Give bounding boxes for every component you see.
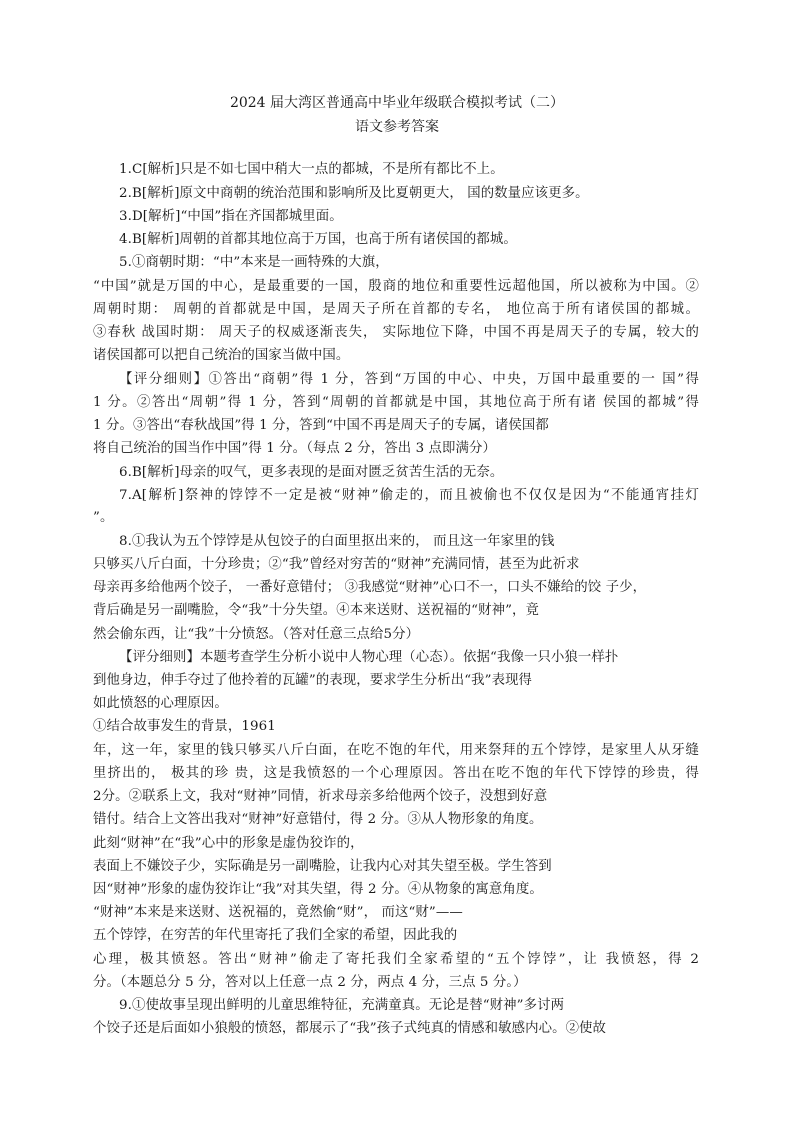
answer-line: 4.B[解析]周朝的首都其地位高于万国，也高于所有诸侯国的都城。 (119, 232, 517, 247)
answer-line: 母亲再多给他两个饺子， 一番好意错付； ③我感觉“财神”心口不一，口头不嫌给的饺 子少， (93, 580, 647, 595)
scoring-rule-line: 表面上不嫌饺子少，实际确是另一副嘴脸，让我内心对其失望至极。学生答到 (93, 859, 552, 874)
page-subtitle: 语文参考答案 (355, 119, 439, 135)
scoring-rule-line: 1 分。③答出“春秋战国”得 1 分，答到“中国不再是周天子的专属，诸侯国都 (93, 418, 549, 433)
scoring-rule-line: 心理，极其愤怒。答出“财神”偷走了寄托我们全家希望的“五个饽饽”，让 我愤怒，得 2 (93, 952, 699, 967)
answer-line: 5.①商朝时期：“中”本来是一画特殊的大旗， (119, 255, 389, 270)
answer-line: 1.C[解析]只是不如七国中稍大一点的都城，不是所有都比不上。 (119, 162, 504, 177)
scoring-rule-line: 将自己统治的国当作中国”得 1 分。（每点 2 分，答出 3 点即满分） (93, 441, 496, 456)
scoring-rule-line: 年，这一年，家里的钱只够买八斤白面，在吃不饱的年代，用来祭拜的五个饽饽，是家里人从牙缝 (93, 743, 699, 758)
answer-line: ”。 (93, 510, 114, 525)
page-title: 2024 届大湾区普通高中毕业年级联合模拟考试（二） (229, 95, 565, 111)
scoring-rule-line: 【评分细则】本题考查学生分析小说中人物心理（心态）。依据“我像一只小狼一样扑 (119, 650, 619, 665)
answer-line: ③春秋 战国时期： 周天子的权威逐渐丧失， 实际地位下降，中国不再是周天子的专属，较大的 (93, 325, 699, 340)
scoring-rule-line: 1 分。②答出“周朝”得 1 分，答到“周朝的首都就是中国，其地位高于所有诸 侯国的都城”得 (93, 395, 699, 410)
scoring-rule-line: 2分。②联系上文，我对“财神”同情，祈求母亲多给他两个饺子，没想到好意 (93, 789, 548, 804)
scoring-rule-line: 【评分细则】①答出“商朝”得 1 分，答到“万国的中心、中央，万国中最重要的一 国”得 (119, 372, 700, 387)
answer-line: 8.①我认为五个饽饽是从包饺子的白面里抠出来的， 而且这一年家里的钱 (119, 534, 555, 549)
scoring-rule-line: 到他身边，伸手夺过了他拎着的瓦罐”的表现，要求学生分析出“我”表现得 (93, 673, 533, 688)
answer-line: 诸侯国都可以把自己统治的国家当做中国。 (93, 348, 350, 363)
scoring-rule-line: 五个饽饽，在穷苦的年代里寄托了我们全家的希望，因此我的 (93, 928, 458, 943)
scoring-rule-line: 分。（本题总分 5 分，答对以上任意一点 2 分，两点 4 分，三点 5 分。） (93, 975, 527, 990)
answer-line: 个饺子还是后面如小狼般的愤怒，都展示了“我”孩子式纯真的情感和敏感内心。②使故 (93, 1021, 607, 1036)
scoring-rule-line: “财神”本来是来送财、送祝福的，竟然偷“财”， 而这“财”—— (93, 905, 463, 920)
answer-line: 只够买八斤白面，十分珍贵；②“我”曾经对穷苦的“财神”充满同情，甚至为此祈求 (93, 557, 580, 572)
scoring-rule-line: ①结合故事发生的背景，1961 (93, 719, 276, 734)
answer-line: 周朝时期： 周朝的首都就是中国，是周天子所在首都的专名， 地位高于所有诸侯国的都城。 (93, 302, 699, 317)
answer-line: 3.D[解析]“中国”指在齐国都城里面。 (119, 209, 343, 224)
answer-line: 9.①使故事呈现出鲜明的儿童思维特征，充满童真。无论是替“财神”多讨两 (119, 998, 565, 1013)
answer-line: “中国”就是万国的中心，是最重要的一国，殷商的地位和重要性远超他国，所以被称为中国。② (93, 279, 699, 294)
answer-line: 6.B[解析]母亲的叹气，更多表现的是面对匮乏贫苦生活的无奈。 (119, 465, 504, 480)
scoring-rule-line: 里挤出的， 极其的珍 贵，这是我愤怒的一个心理原因。答出在吃不饱的年代下饽饽的珍贵，得 (93, 766, 699, 781)
answer-line: 2.B[解析]原文中商朝的统治范围和影响所及比夏朝更大， 国的数量应该更多。 (119, 186, 589, 201)
answer-line: 背后确是另一副嘴脸，令“我”十分失望。④本来送财、送祝福的“财神”，竟 (93, 603, 539, 618)
scoring-rule-line: 此刻“财神”在“我”心中的形象是虚伪狡诈的， (93, 836, 364, 851)
scoring-rule-line: 因“财神”形象的虚伪狡诈让“我”对其失望，得 2 分。④从物象的寓意角度。 (93, 882, 543, 897)
answer-line: 然会偷东西，让“我”十分愤怒。（答对任意三点给5分） (93, 627, 420, 642)
scoring-rule-line: 错付。结合上文答出我对“财神”好意错付，得 2 分。③从人物形象的角度。 (93, 812, 543, 827)
answer-line: 7.A[解析]祭神的饽饽不一定是被“财神”偷走的，而且被偷也不仅仅是因为“不能通宵挂灯 (119, 488, 699, 503)
scoring-rule-line: 如此愤怒的心理原因。 (93, 696, 228, 711)
